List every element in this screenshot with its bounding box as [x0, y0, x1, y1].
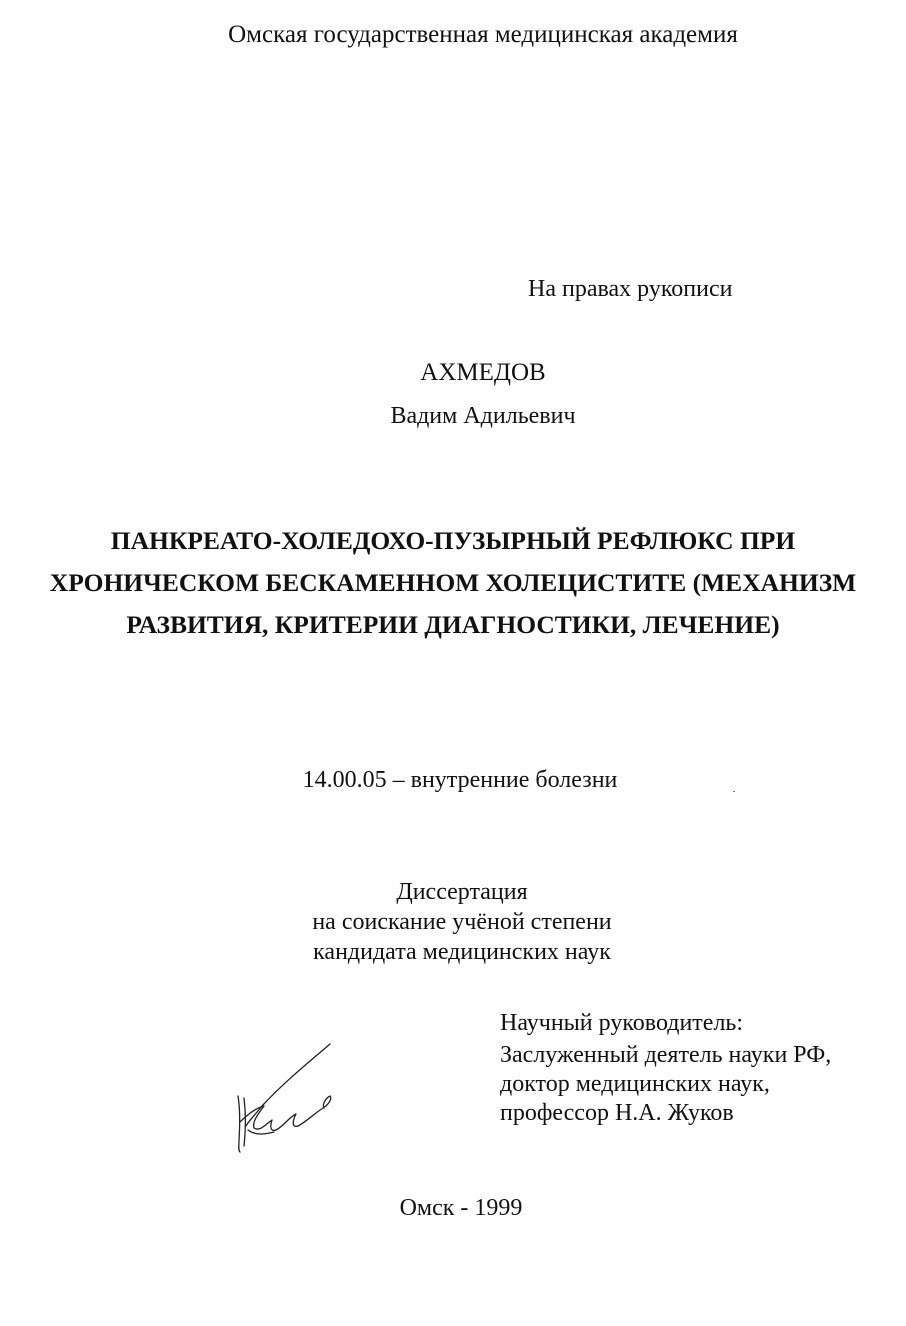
advisor-line: Научный руководитель: — [500, 1010, 744, 1036]
institution-name: Омская государственная медицинская академия — [228, 21, 738, 48]
advisor-line: Заслуженный деятель науки РФ, — [500, 1042, 832, 1068]
advisor-line: доктор медицинских наук, — [500, 1071, 770, 1097]
advisor-line: профессор Н.А. Жуков — [500, 1100, 734, 1126]
title-line: ПАНКРЕАТО-ХОЛЕДОХО-ПУЗЫРНЫЙ РЕФЛЮКС ПРИ — [110, 526, 796, 555]
degree-line: кандидата медицинских наук — [313, 939, 611, 965]
city-and-year: Омск - 1999 — [399, 1195, 523, 1221]
author-surname: АХМЕДОВ — [420, 359, 546, 386]
handwritten-signature — [226, 1036, 344, 1156]
scan-speck — [733, 791, 735, 792]
author-given-name: Вадим Адильевич — [390, 403, 576, 429]
degree-line: Диссертация — [396, 879, 528, 905]
title-line: ХРОНИЧЕСКОМ БЕСКАМЕННОМ ХОЛЕЦИСТИТЕ (МЕХАНИЗМ — [49, 568, 857, 597]
manuscript-rights-note: На правах рукописи — [528, 276, 733, 302]
specialty-code: 14.00.05 – внутренние болезни — [302, 767, 618, 793]
degree-line: на соискание учёной степени — [312, 909, 612, 935]
title-line: РАЗВИТИЯ, КРИТЕРИИ ДИАГНОСТИКИ, ЛЕЧЕНИЕ) — [126, 610, 780, 639]
